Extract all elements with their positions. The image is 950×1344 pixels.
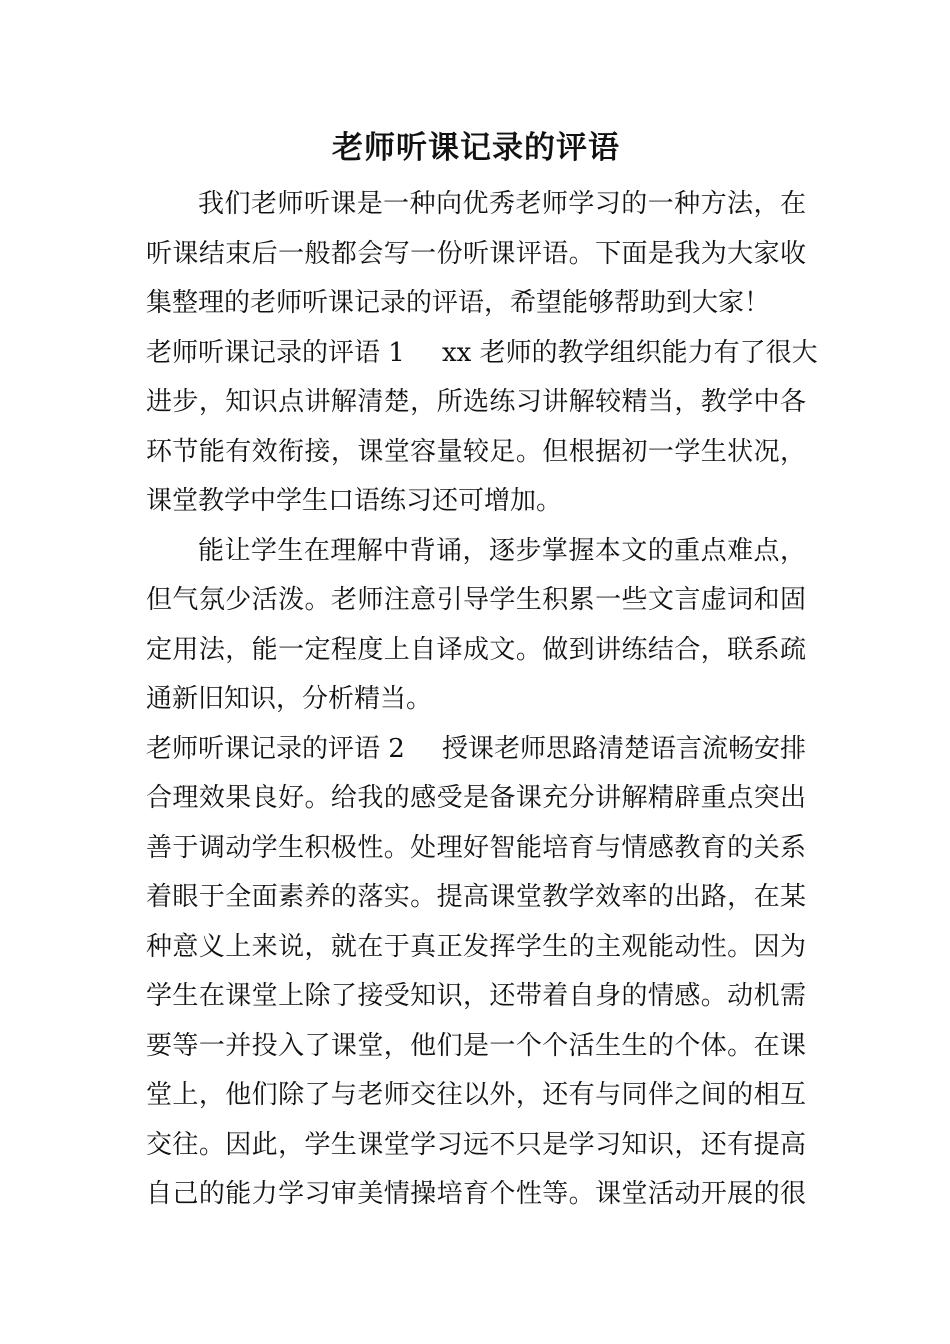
text-line: 着眼于全面素养的落实。提高课堂教学效率的出路，在某 [146,882,806,912]
text-line: 课堂教学中学生口语练习还可增加。 [146,486,563,516]
text-line: 定用法，能一定程度上自译成文。做到讲练结合，联系疏 [146,634,806,665]
text-line: 能让学生在理解中背诵，逐步掌握本文的重点难点， [198,535,806,566]
text-line: 自己的能力学习审美情操培育个性等。课堂活动开展的很 [146,1179,806,1209]
intro-paragraph [146,180,806,329]
text-line: 但气氛少活泼。老师注意引导学生积累一些文言虚词和固 [146,585,806,615]
section-1-first-line [146,329,818,379]
text-line: xx 老师的教学组织能力有了很大 [442,337,818,368]
section-2-heading: 老师听课记录的评语 2 [146,733,405,764]
document-page [146,120,818,1220]
page-title: 老师听课记录的评语 [332,130,620,166]
text-line: 环节能有效衔接，课堂容量较足。但根据初一学生状况， [146,436,806,467]
text-line: 集整理的老师听课记录的评语，希望能够帮助到大家！ [146,288,771,318]
text-line: 堂上，他们除了与老师交往以外，还有与同伴之间的相互 [146,1080,806,1110]
text-line: 听课结束后一般都会写一份听课评语。下面是我为大家收 [146,238,806,269]
section-1 [146,329,818,527]
text-line: 进步，知识点讲解清楚，所选练习讲解较精当，教学中各 [146,387,806,417]
text-line: 学生在课堂上除了接受知识，还带着自身的情感。动机需 [146,981,806,1011]
text-line: 种意义上来说，就在于真正发挥学生的主观能动性。因为 [146,931,806,962]
text-line: 交往。因此，学生课堂学习远不只是学习知识，还有提高 [146,1129,806,1160]
text-line: 善于调动学生积极性。处理好智能培育与情感教育的关系 [146,832,806,863]
text-line: 合理效果良好。给我的感受是备课充分讲解精辟重点突出 [146,783,806,813]
text-line: 授课老师思路清楚语言流畅安排 [442,733,807,764]
text-line: 我们老师听课是一种向优秀老师学习的一种方法，在 [198,189,806,219]
section-2-first-line [146,725,806,775]
section-2 [146,725,806,1220]
section-1-heading: 老师听课记录的评语 1 [146,337,405,368]
text-line: 通新旧知识，分析精当。 [146,684,433,714]
text-line: 要等一并投入了课堂，他们是一个个活生生的个体。在课 [146,1030,806,1061]
section-1-paragraph-2 [146,527,806,725]
